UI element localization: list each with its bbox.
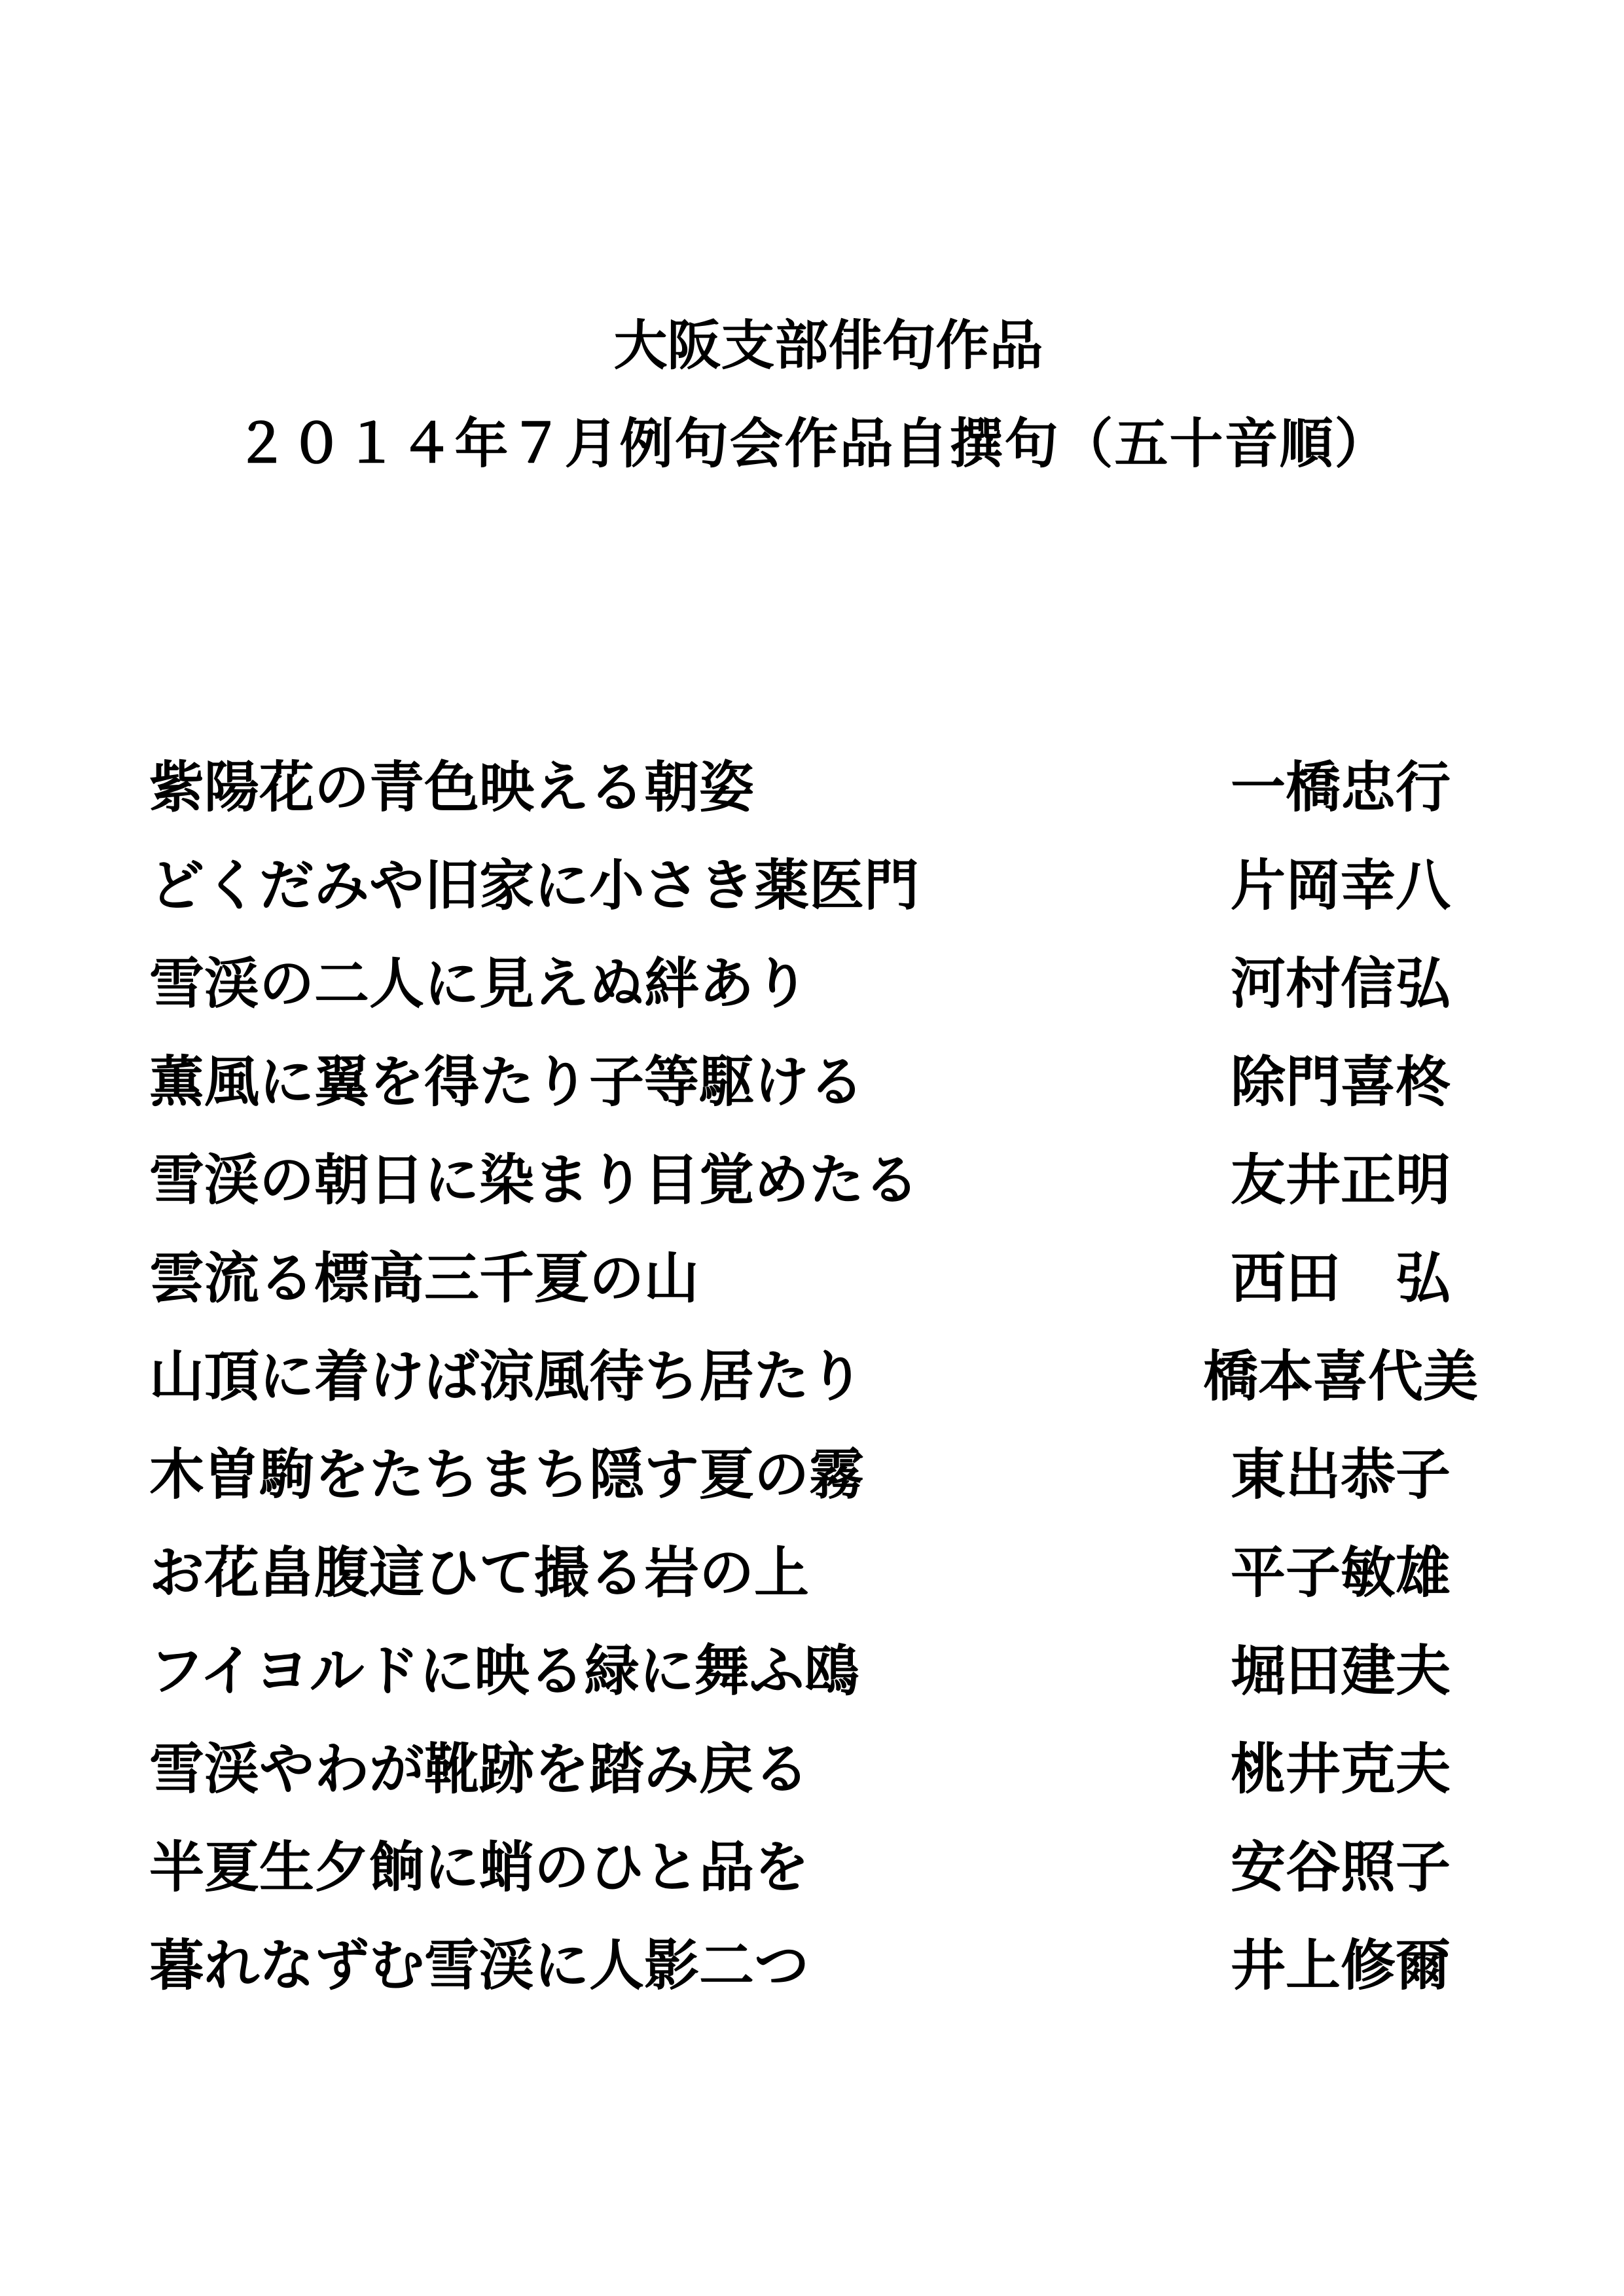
poem-text: 半夏生夕餉に蛸のひと品を — [149, 1835, 810, 1899]
poem-row — [149, 1929, 1524, 2028]
poem-text: 紫陽花の青色映える朝姿 — [149, 755, 755, 819]
poem-text: お花畠腹這ひて撮る岩の上 — [149, 1540, 810, 1605]
poem-text: 暮れなずむ雪渓に人影二つ — [149, 1933, 810, 1998]
document-subtitle: ２０１４年７月例句会作品自撰句（五十音順） — [234, 412, 1390, 475]
poem-author: 西田 弘 — [1230, 1246, 1451, 1310]
poem-row — [149, 1242, 1524, 1340]
poem-author: 井上修爾 — [1230, 1933, 1451, 1998]
poem-row — [149, 948, 1524, 1046]
poem-row — [149, 1046, 1524, 1144]
poem-text: 雪渓やわが靴跡を踏み戻る — [149, 1736, 810, 1801]
document-title: 大阪支部俳句作品 — [613, 314, 1043, 377]
poem-text: 雪渓の朝日に染まり目覚めたる — [149, 1147, 920, 1212]
poem-row — [149, 850, 1524, 948]
poem-text: どくだみや旧家に小さき薬医門 — [149, 853, 920, 918]
poem-row — [149, 751, 1524, 850]
poem-text: 山頂に着けば涼風待ち居たり — [149, 1344, 865, 1408]
poem-text: 木曽駒をたちまち隠す夏の霧 — [149, 1442, 865, 1507]
poem-author: 片岡幸八 — [1230, 853, 1451, 918]
poem-row — [149, 1144, 1524, 1242]
poem-row — [149, 1340, 1524, 1439]
poem-row — [149, 1439, 1524, 1537]
poem-row — [149, 1733, 1524, 1831]
poem-author: 東出恭子 — [1230, 1442, 1451, 1507]
poem-list — [149, 751, 1524, 2028]
poem-text: 雲流る標高三千夏の山 — [149, 1246, 700, 1310]
poem-author: 除門喜柊 — [1230, 1049, 1451, 1114]
poem-text: 薫風に翼を得たり子等駆ける — [149, 1049, 865, 1114]
poem-author: 友井正明 — [1230, 1147, 1451, 1212]
poem-row — [149, 1831, 1524, 1929]
poem-row — [149, 1537, 1524, 1635]
poem-row — [149, 1635, 1524, 1733]
poem-text: フイヨルドに映る緑に舞ふ鴎 — [149, 1638, 859, 1703]
poem-author: 平子敏雄 — [1230, 1540, 1451, 1605]
poem-author: 堀田建夫 — [1230, 1638, 1451, 1703]
poem-author: 橋本喜代美 — [1202, 1344, 1478, 1408]
poem-text: 雪渓の二人に見えぬ絆あり — [149, 951, 810, 1016]
poem-author: 桃井克夫 — [1230, 1736, 1451, 1801]
poem-author: 安谷照子 — [1230, 1835, 1451, 1899]
poem-author: 河村信弘 — [1230, 951, 1451, 1016]
poem-author: 一橋忠行 — [1230, 755, 1451, 819]
